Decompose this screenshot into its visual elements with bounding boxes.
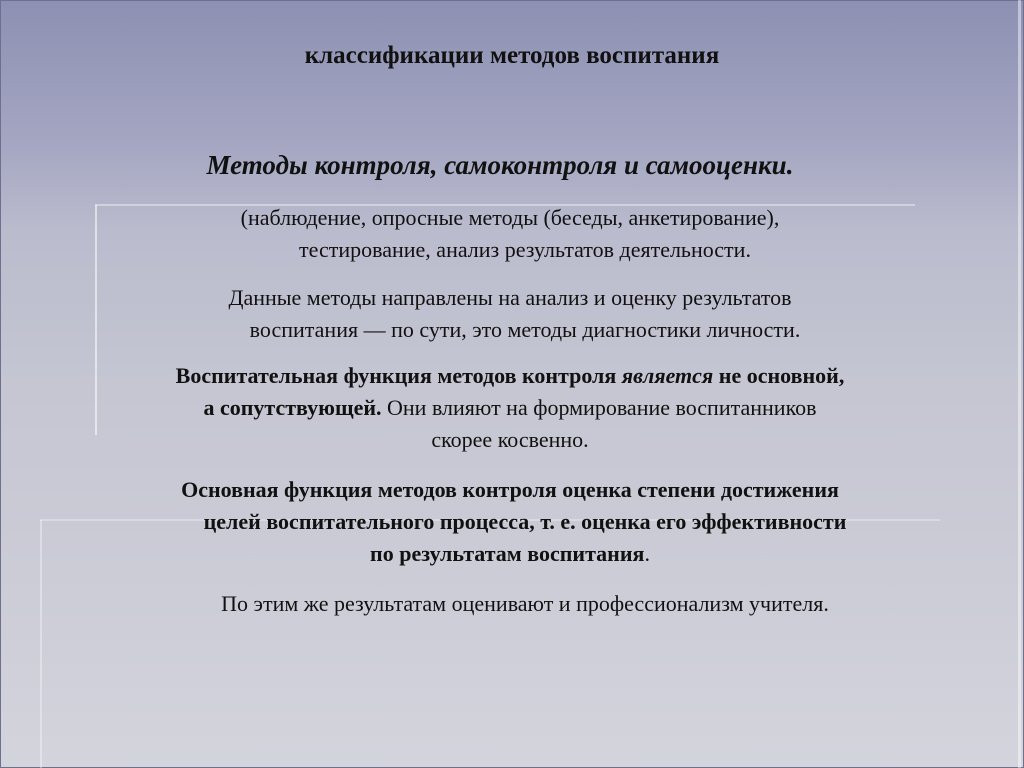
paragraph-educational-function: [50, 360, 970, 456]
slide-title: классификации методов воспитания: [304, 42, 720, 69]
paragraph-line: скорее косвенно.: [431, 427, 589, 452]
bold-text: а сопутствующей.: [203, 395, 382, 420]
bold-text: целей воспитательного процесса, т. е. оценка его эффективности: [203, 509, 847, 534]
paragraph-line: [50, 360, 970, 392]
paragraph-professionalism: [50, 588, 1000, 620]
bold-text: Воспитательная функция методов контроля: [175, 363, 622, 388]
normal-text: .: [644, 541, 650, 566]
paragraph-main-function: [50, 474, 970, 570]
paragraph-line: [50, 474, 970, 506]
paragraph-line: Данные методы направлены на анализ и оценку результатов: [228, 285, 792, 310]
paragraph-line: [50, 506, 970, 538]
slide-subtitle: Методы контроля, самоконтроля и самооценки.: [206, 150, 794, 180]
decor-vertical-line: [40, 520, 42, 768]
paragraph-line: (наблюдение, опросные методы (беседы, анкетирование),: [240, 205, 780, 230]
paragraph-line: воспитания — по сути, это методы диагностики личности.: [249, 317, 801, 342]
paragraph-methods-list: [150, 202, 870, 266]
paragraph-line: [50, 392, 970, 424]
paragraph-line: тестирование, анализ результатов деятельности.: [299, 237, 751, 262]
decor-vertical-line: [1018, 0, 1021, 768]
bold-text: не основной,: [713, 363, 845, 388]
paragraph-line: [50, 538, 970, 570]
normal-text: Они влияют на формирование воспитанников: [381, 395, 817, 420]
bold-text: по результатам воспитания: [370, 541, 645, 566]
italic-text: является: [621, 363, 714, 388]
paragraph-line: По этим же результатам оценивают и профессионализм учителя.: [221, 591, 829, 616]
bold-text: Основная функция методов контроля оценка степени достижения: [181, 477, 839, 502]
paragraph-purpose: [120, 282, 900, 346]
